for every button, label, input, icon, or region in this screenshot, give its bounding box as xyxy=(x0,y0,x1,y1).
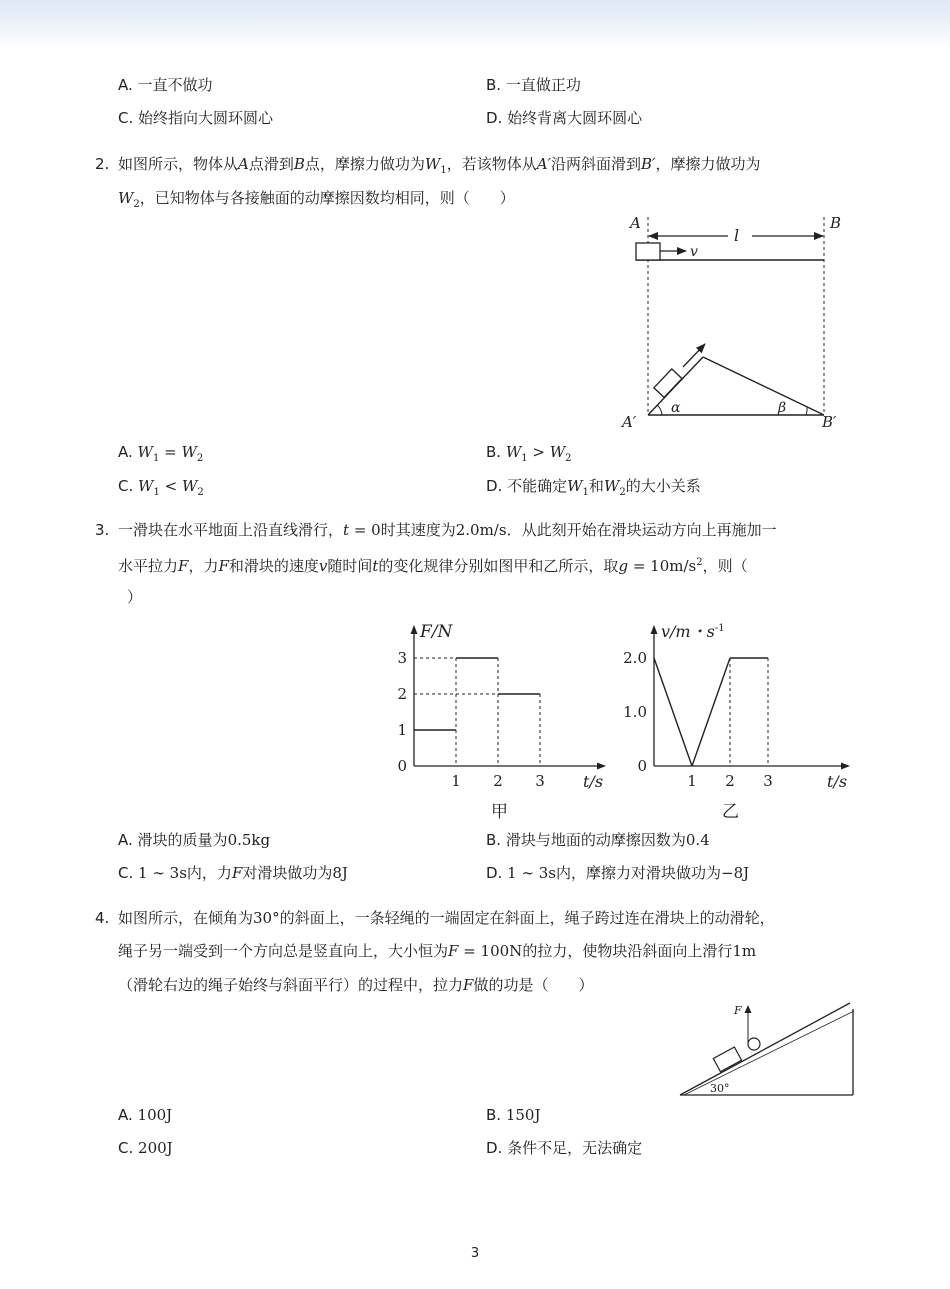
chart1-segment-0 xyxy=(654,658,692,766)
chart1-y-tick-2.0: 2.0 xyxy=(623,649,647,667)
q4-option-b: B. 150J xyxy=(486,1106,541,1124)
q3-stem-line1: 一滑块在水平地面上沿直线滑行，t = 0时其速度为2.0m/s．从此刻开始在滑块运动方向上再施加一 xyxy=(118,521,777,539)
chart0-y-tick-3: 3 xyxy=(397,649,407,667)
chart1-y-axis-arrow xyxy=(651,625,658,634)
q2-label-alpha: α xyxy=(671,400,681,416)
q3-chart-jia-ylabel: F/N xyxy=(420,622,453,642)
chart1-x-tick-1: 1 xyxy=(687,772,697,790)
chart0-y-tick-1: 1 xyxy=(397,721,407,739)
q2-label-beta: β xyxy=(778,400,787,416)
q2-label-A: A xyxy=(630,214,641,232)
q1-option-d: D. 始终背离大圆环圆心 xyxy=(486,109,643,127)
chart1-x-axis-arrow xyxy=(841,763,850,770)
q4-block xyxy=(713,1047,741,1072)
q4-incline xyxy=(680,1003,850,1095)
q2-stem-line2: $W_2$，已知物体与各接触面的动摩擦因数均相同，则（ ） xyxy=(118,189,515,210)
q1-option-a: A. 一直不做功 xyxy=(118,76,213,94)
q3-chart-yi xyxy=(615,615,875,830)
chart1-y-tick-1.0: 1.0 xyxy=(623,703,647,721)
chart1-x-tick-3: 3 xyxy=(763,772,773,790)
q2-option-d: D. 不能确定$W_1$和$W_2$的大小关系 xyxy=(486,477,701,498)
q4-option-a: A. 100J xyxy=(118,1106,173,1124)
header-band xyxy=(0,0,950,48)
q3-option-a: A. 滑块的质量为0.5kg xyxy=(118,831,271,849)
q4-figure xyxy=(670,995,860,1100)
q3-chart-yi-marks xyxy=(623,625,850,790)
q3-chart-jia xyxy=(380,615,620,830)
chart1-x-tick-2: 2 xyxy=(725,772,735,790)
q4-stem-line2: 绳子另一端受到一个方向总是竖直向上，大小恒为F = 100N的拉力，使物块沿斜面向上滑行1m xyxy=(118,942,757,960)
q3-chart-yi-title: 乙 xyxy=(722,802,739,822)
chart0-y-axis-arrow xyxy=(411,625,418,634)
q2-label-B: B xyxy=(830,214,842,232)
q2-incline-arrow xyxy=(683,344,705,367)
q3-chart-yi-xlabel: t/s xyxy=(827,772,848,791)
q3-stem-line3: ） xyxy=(127,588,143,606)
q3-chart-jia-xlabel: t/s xyxy=(583,772,604,791)
q4-label-F: F xyxy=(734,1004,742,1017)
q2-label-v: v xyxy=(690,244,698,260)
chart0-x-tick-3: 3 xyxy=(535,772,545,790)
q4-option-c: C. 200J xyxy=(118,1139,173,1157)
q2-figure xyxy=(600,205,860,435)
q2-label-A-prime: A′ xyxy=(622,413,637,431)
q2-slope-right xyxy=(703,357,824,415)
q2-angle-beta-arc xyxy=(806,407,807,415)
q2-block xyxy=(636,243,660,260)
q4-force-arrowhead xyxy=(745,1005,752,1013)
chart0-x-tick-1: 1 xyxy=(451,772,461,790)
q2-label-B-prime: B′ xyxy=(822,413,837,431)
q4-stem-line3: （滑轮右边的绳子始终与斜面平行）的过程中，拉力F做的功是（ ） xyxy=(118,976,594,994)
q4-pulley xyxy=(748,1038,760,1050)
page-number: 3 xyxy=(470,1246,480,1261)
q1-option-b: B. 一直做正功 xyxy=(486,76,581,94)
q2-angle-alpha-arc xyxy=(657,405,662,415)
chart0-y-tick-2: 2 xyxy=(397,685,407,703)
q4-stem-line1: 如图所示，在倾角为30°的斜面上，一条轻绳的一端固定在斜面上，绳子跨过连在滑块上的动滑轮， xyxy=(118,909,775,927)
q2-incline-block xyxy=(654,369,682,397)
q2-option-a: A. $W_1 = W_2$ xyxy=(118,443,204,464)
q2-option-b: B. $W_1 > W_2$ xyxy=(486,443,572,464)
q4-angle-label: 30° xyxy=(710,1082,730,1095)
chart0-x-axis-arrow xyxy=(597,763,606,770)
chart0-y-tick-0: 0 xyxy=(397,757,407,775)
chart1-y-tick-0: 0 xyxy=(637,757,647,775)
q1-option-c: C. 始终指向大圆环圆心 xyxy=(118,109,274,127)
chart0-x-tick-2: 2 xyxy=(493,772,503,790)
q2-label-l: l xyxy=(734,226,740,245)
q3-stem-line2: 水平拉力F，力F和滑块的速度v随时间t的变化规律分别如图甲和乙所示，取$g = 10m/s^2$，则（ xyxy=(118,557,748,575)
q3-option-b: B. 滑块与地面的动摩擦因数为0.4 xyxy=(486,831,710,849)
q3-chart-jia-title: 甲 xyxy=(491,802,508,822)
q2-number: 2. xyxy=(95,155,110,173)
q3-option-d: D. 1 ∼ 3s内，摩擦力对滑块做功为−8J xyxy=(486,864,750,882)
q2-option-c: C. $W_1 < W_2$ xyxy=(118,477,204,498)
q3-chart-yi-ylabel: v/m・$s^{-1}$ xyxy=(661,622,725,641)
chart1-segment-1 xyxy=(692,658,730,766)
q4-option-d: D. 条件不足，无法确定 xyxy=(486,1139,643,1157)
q2-stem-line1: 如图所示，物体从A点滑到B点，摩擦力做功为$W_1$，若该物体从A′沿两斜面滑到B′，摩擦力做功为 xyxy=(118,155,761,176)
q3-option-c: C. 1 ∼ 3s内，力F对滑块做功为8J xyxy=(118,864,348,882)
q3-chart-jia-marks xyxy=(397,625,606,790)
q3-number: 3. xyxy=(95,521,110,539)
q4-number: 4. xyxy=(95,909,110,927)
